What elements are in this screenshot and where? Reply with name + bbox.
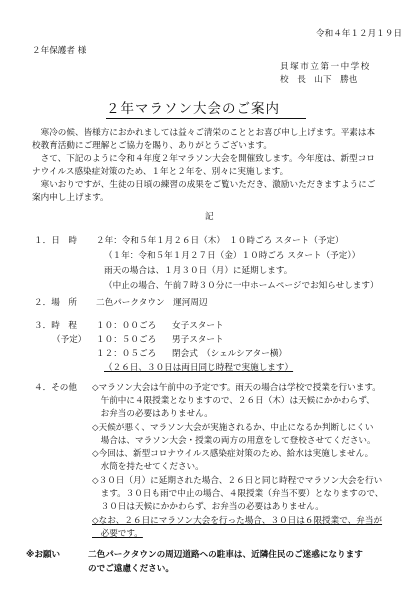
addressee: ２年保護者 様 (32, 46, 87, 56)
intro-line: ナウイルス感染症対策のため、１年と２年を、別々に実施します。 (32, 167, 289, 177)
item1-line: 雨天の場合は、１月３０日（月）に延期します。 (104, 266, 293, 276)
item4-line: 水筒を持たせてください。 (92, 462, 204, 472)
item4-line: ◇天候が悪く、マラソン大会が実施されるか、中止になるか判断しにくい (92, 423, 374, 433)
item4-underlined-line: ◇なお、２６日にマラソン大会を行った場合、３０日は６限授業で、弁当が (92, 516, 383, 526)
page-title: ２年マラソン大会のご案内 (106, 101, 280, 117)
item4-line: お弁当の必要はありません。 (92, 409, 213, 419)
title-underline (106, 118, 306, 119)
intro-line: 寒いおりですが、生徒の日頃の練習の成果をご覧いただき、激励いただきますようにご (32, 180, 376, 190)
intro-line: さて、下記のように令和４年度２年マラソン大会を開催致します。今年度は、新型コロ (32, 154, 375, 164)
item1-line: ２年：令和５年１月２６日（木） １０時ごろ スタート（予定） (96, 236, 344, 246)
item4-line: ◇マラソン大会は午前中の予定です。雨天の場合は学校で授業を行います。 (92, 383, 381, 393)
schedule-event: 女子スタート (172, 321, 224, 331)
request-line: のでご遠慮ください。 (88, 564, 174, 574)
schedule-event: 閉会式 （シェルシアター横） (172, 349, 288, 359)
date: 令和４年１２月１９日 (316, 29, 402, 39)
intro-line: 校教育活動にご理解とご協力を賜り、ありがとうございます。 (32, 141, 272, 151)
item4-line: 場合は、マラソン大会・授業の両方の用意をして登校させてください。 (92, 436, 376, 446)
item1-line: （１年：令和５年１月２７日（金）１０時ごろ スタート（予定）） (104, 251, 361, 261)
item4-line: ます。３０日も雨で中止の場合、４限授業（弁当不要）となりますので、 (92, 489, 384, 499)
item3-sublabel: （予定） (52, 335, 87, 345)
item2-label: ２．場 所 (34, 298, 77, 308)
item4-line: ◇今回は、新型コロナウイルス感染症対策のため、給水は実施しません。 (92, 449, 374, 459)
item4-underlined-line: 必要です。 (92, 529, 143, 539)
item2-value: 二色パークタウン 運河周辺 (96, 298, 208, 308)
item1-line: （中止の場合、午前７時３０分に一中ホームページでお知らせします） (104, 281, 379, 291)
ki-heading: 記 (205, 212, 214, 222)
item4-line: 午前中に４限授業となりますので、２６日（木）は天候にかかわらず、 (92, 396, 375, 406)
item4-label: ４．その他 (34, 383, 77, 393)
item1-label: １．日 時 (34, 236, 77, 246)
item3-label: ３．時 程 (34, 321, 77, 331)
schedule-time: １０：００ごろ (96, 321, 157, 331)
request-label: ※お願い (26, 550, 61, 560)
schedule-time: １２：０５ごろ (96, 349, 157, 359)
school-name: 貝塚市立第一中学校 (280, 62, 371, 72)
principal-name: 校 長 山下 勝也 (280, 75, 358, 85)
request-line: 二色パークタウンの周辺道路への駐車は、近隣住民のご迷惑になります (88, 550, 363, 560)
schedule-event: 男子スタート (172, 335, 224, 345)
schedule-note: （２６日、３０日は両日同じ時程で実施します） (104, 363, 294, 373)
schedule-time: １０：５０ごろ (96, 335, 157, 345)
intro-line: 案内申し上げます。 (32, 193, 109, 203)
item4-line: ３０日は天候にかかわらず、お弁当の必要はありません。 (92, 502, 324, 512)
intro-line: 寒冷の候、皆様方におかれましては益々ご清栄のこととお喜び申し上げます。平素は本 (32, 128, 376, 138)
item4-line: ◇３０日（月）に延期された場合、２６日と同じ時程でマラソン大会を行い (92, 476, 383, 486)
